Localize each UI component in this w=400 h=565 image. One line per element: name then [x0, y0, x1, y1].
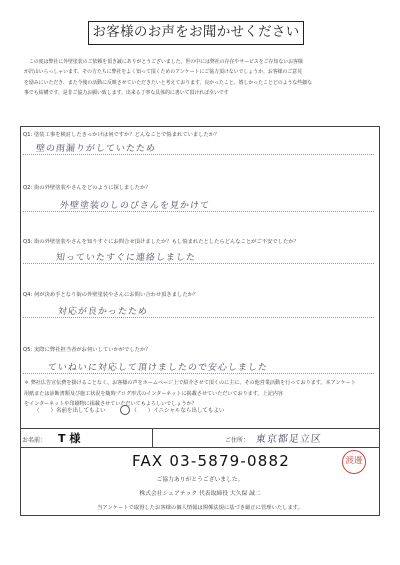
- company-signature: 株式会社シェアテック 代表取締役 大久保 誠二: [139, 491, 261, 497]
- notice-line: ＊ 弊社広告宣伝費を掛けることなく、お客様の声をホームページ上で紹介させて頂くのに主に、その他営業活動を行っております。本アンケート: [24, 380, 356, 386]
- question-4: Q4: 何が決め手となり街の外壁塗装やさんにお問い合わせ頂きましたか？: [23, 292, 199, 298]
- question-2: Q2: 街の外壁塗装やさんをどのように探しましたか？: [23, 185, 151, 191]
- hanko-stamp: 渡邊: [342, 450, 366, 474]
- notice-line: をインターネットや印刷物に掲載させていただいてもよろしいでしょうか？: [24, 401, 197, 408]
- answer-line: [23, 263, 374, 264]
- choice-initial-ok[interactable]: （ ）イニシャルなら出してもよい: [131, 408, 225, 414]
- answer-line: [23, 211, 374, 212]
- privacy-note: 当アンケートで取得したお客様の個人情報は関係法規に基づき厳正に管理いたします。: [97, 505, 303, 511]
- intro-line: 事でも結構です。是非ご協力お願い致します。出来る丁寧な具体的に書いて頂ければ幸いです: [24, 90, 229, 97]
- question-3: Q3: 街の外壁塗装やさんを知りすぐにお問合せ頂けましたか？もし悩まれたとしたらどんなことがご不安でしたか？: [23, 239, 299, 245]
- answer-3: 知っていたすぐに連絡しました: [55, 253, 197, 263]
- thanks-text: ご協力ありがとうございました。: [156, 477, 244, 483]
- answer-2: 外壁塗装のしのびさんを見かけて: [59, 201, 211, 211]
- publication-choices: [34, 406, 248, 414]
- page-title: お客様のお声をお聞かせください: [88, 21, 304, 45]
- row-divider: [152, 428, 153, 448]
- answer-line: [23, 317, 374, 318]
- notice-line: 用紙または診断書類及び施工状況を随時ブログ形式のインターネットに掲載させていただいております。上記内容: [24, 390, 283, 397]
- question-1: Q1: 塗装工事を検討したきっかけは何ですか？どんなことで悩まれていましたか？: [23, 132, 220, 138]
- fax-number: FAX 03-5879-0882: [132, 452, 291, 470]
- intro-line: を励みにいただき、また今後の活動に反映させていただきたいと考えております。良かったこと、嬉しかったことどのような些細な: [24, 79, 312, 86]
- answer-1: 壁の雨漏りがしていたため: [35, 144, 157, 154]
- intro-line: が沢山いらっしゃいます。その方たちに弊社をよく知って頂くためのアンケートにご協力頂けないでしょうか。お客様のご意見: [24, 69, 303, 76]
- name-value: T 様: [58, 432, 81, 445]
- choice-circle-mark: [120, 405, 130, 415]
- choice-name-ok[interactable]: （ ）名前を出してもよい: [34, 408, 106, 414]
- answer-line: [23, 154, 374, 155]
- address-label: ご住所：: [225, 437, 250, 444]
- intro-line: この度は弊社に外壁塗装のご依頼を頂き誠にありがとうございました。世の中には弊社の存在やサービスをご存知ないお客様: [28, 59, 303, 65]
- question-5: Q5: 実際に弊社担当者がお伺いしていかがでしたか？: [23, 347, 151, 353]
- publication-notice: [24, 378, 376, 410]
- answer-5: ていねいに対応して頂けましたので安心しました: [47, 363, 269, 373]
- name-label: お名前：: [22, 437, 47, 444]
- address-value: 東京都足立区: [255, 434, 323, 445]
- answer-line: [23, 373, 374, 374]
- answer-4: 対応が良かったため: [57, 307, 149, 317]
- intro-text: [24, 57, 380, 99]
